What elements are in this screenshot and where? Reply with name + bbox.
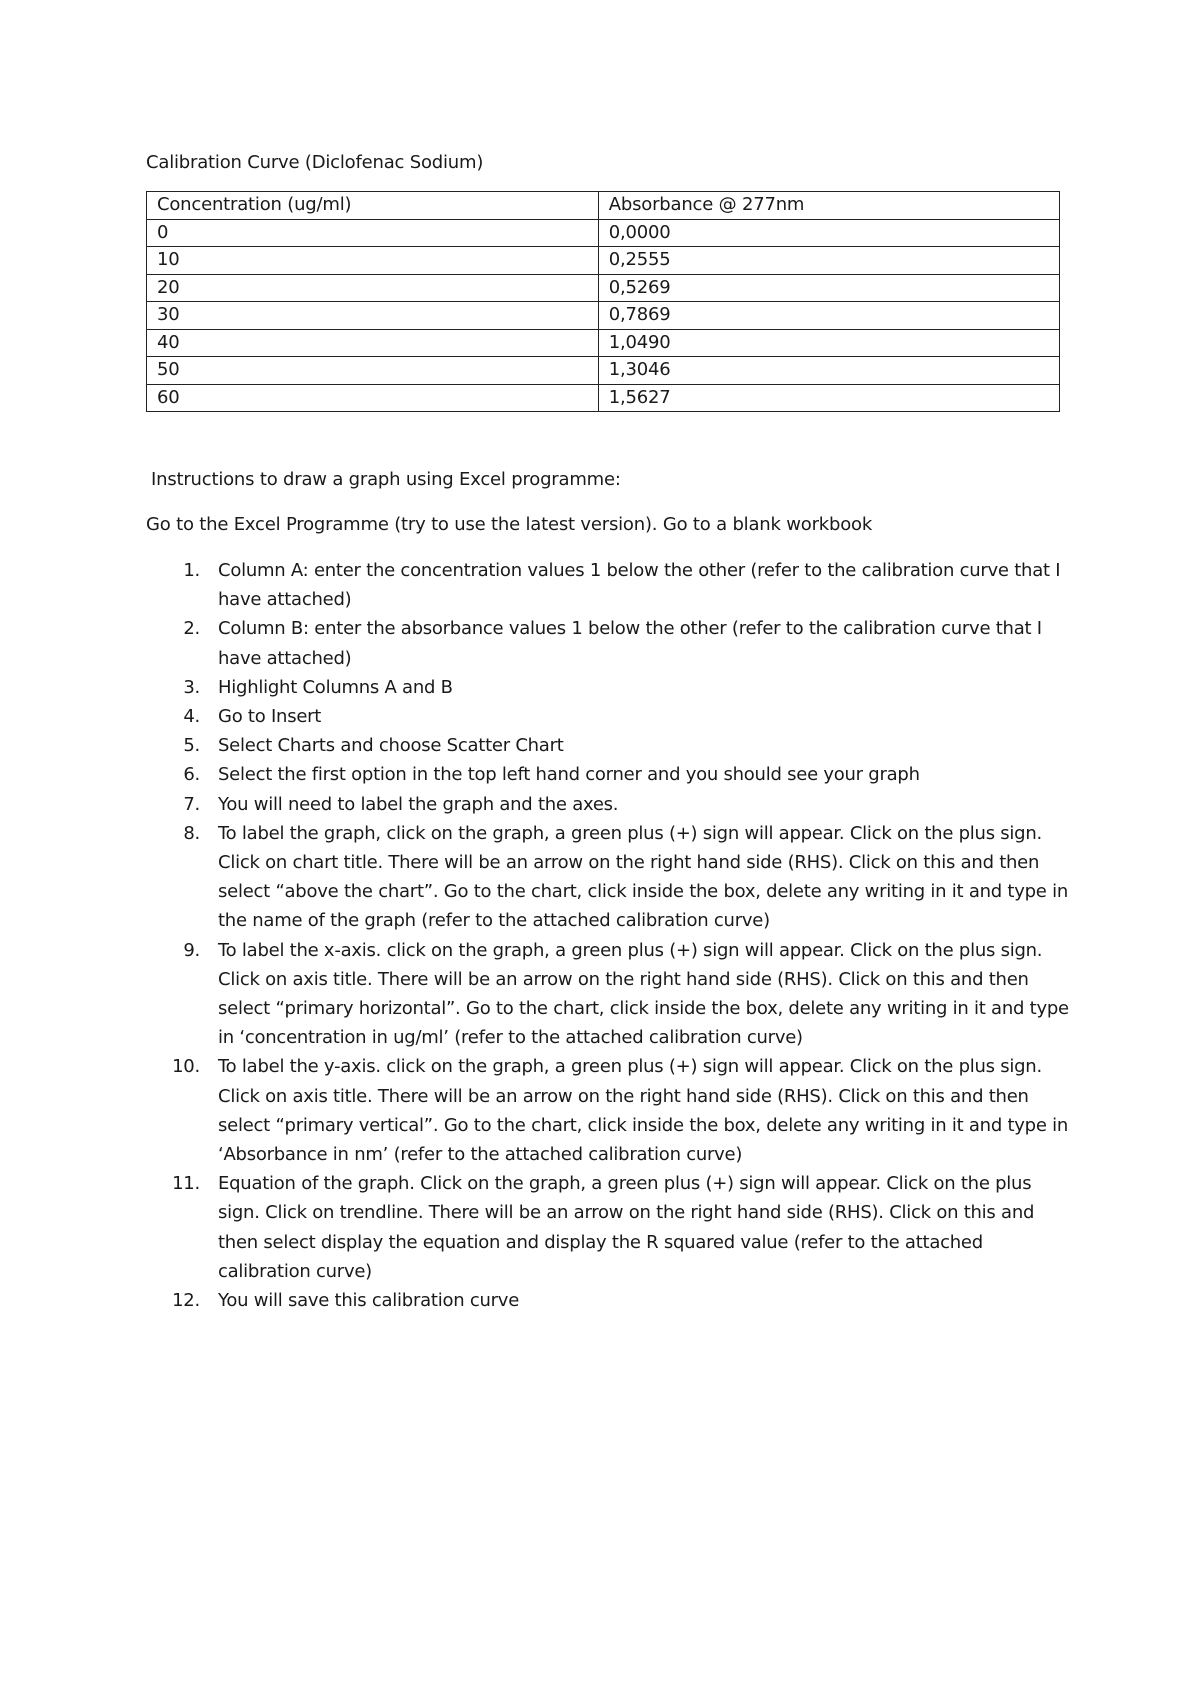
instruction-list (146, 556, 1076, 1315)
list-number: 8. (183, 822, 200, 844)
table-row (147, 247, 1060, 275)
table-row (147, 329, 1060, 357)
table-row (147, 302, 1060, 330)
table-cell-absorbance: 1,0490 (598, 329, 1059, 357)
list-item-text: To label the y-axis. click on the graph, a green plus (+) sign will appear. Click on the plus sign. Click on axis title. There will be an arrow on the right hand side (RHS). Click on this and then select “primary vertical”. Go to the chart, click inside the box, delete any writing in it and type in ‘Absorbance in nm’ (refer to the attached calibration curve) (218, 1056, 1069, 1166)
list-item (146, 760, 1076, 789)
list-item (146, 1052, 1076, 1169)
list-item (146, 1286, 1076, 1315)
list-item-text: Equation of the graph. Click on the graph, a green plus (+) sign will appear. Click on the plus sign. Click on trendline. There will be an arrow on the right hand side (RHS). Click on this and then select display the equation and display the R squared value (refer to the attached calibration curve) (218, 1173, 1035, 1282)
intro-paragraph: Go to the Excel Programme (try to use the latest version). Go to a blank workbook (146, 514, 873, 535)
list-item-text: Highlight Columns A and B (218, 676, 453, 698)
table-cell-absorbance: 0,2555 (598, 247, 1059, 275)
list-number: 9. (183, 939, 200, 961)
table-cell-absorbance: 1,3046 (598, 357, 1059, 385)
table-header-row (147, 192, 1060, 220)
table-cell-absorbance: 0,0000 (598, 219, 1059, 247)
table-cell-absorbance: 0,5269 (598, 274, 1059, 302)
list-item (146, 819, 1076, 936)
table-row (147, 357, 1060, 385)
table-cell-concentration: 30 (147, 302, 599, 330)
calibration-table (146, 191, 1060, 412)
table-cell-absorbance: 1,5627 (598, 384, 1059, 412)
table-row (147, 274, 1060, 302)
table-header-cell: Absorbance @ 277nm (598, 192, 1059, 220)
list-number: 1. (183, 560, 200, 581)
table-row (147, 219, 1060, 247)
list-item (146, 790, 1076, 819)
instructions-heading: Instructions to draw a graph using Excel programme: (151, 469, 621, 490)
list-item-text: To label the graph, click on the graph, a green plus (+) sign will appear. Click on the plus sign. Click on chart title. There will be an arrow on the right hand side (RHS). Click on this and then select “above the chart”. Go to the chart, click inside the box, delete any writing in it and type in the name of the graph (refer to the attached calibration curve) (218, 822, 1068, 932)
list-item-text: You will save this calibration curve (218, 1290, 520, 1312)
list-number: 4. (183, 706, 200, 728)
list-number: 6. (183, 764, 200, 786)
list-item-text: You will need to label the graph and the axes. (218, 793, 619, 815)
list-item-text: Column B: enter the absorbance values 1 below the other (refer to the calibration curve that I have attached) (218, 618, 1042, 669)
list-item-text: Select Charts and choose Scatter Chart (218, 735, 564, 757)
table-cell-concentration: 50 (147, 357, 599, 385)
list-number: 7. (183, 793, 200, 815)
table-cell-concentration: 20 (147, 274, 599, 302)
list-item (146, 936, 1076, 1053)
list-item-text: Select the first option in the top left hand corner and you should see your graph (218, 764, 920, 786)
list-item-text: To label the x-axis. click on the graph, a green plus (+) sign will appear. Click on the plus sign. Click on axis title. There will be an arrow on the right hand side (RHS). Click on this and then select “primary horizontal”. Go to the chart, click inside the box, delete any writing in it and type in ‘concentration in ug/ml’ (refer to the attached calibration curve) (218, 939, 1069, 1049)
list-number: 5. (183, 735, 200, 757)
list-number: 12. (172, 1290, 200, 1312)
table-cell-concentration: 60 (147, 384, 599, 412)
table-cell-concentration: 10 (147, 247, 599, 275)
list-number: 11. (172, 1173, 200, 1195)
table-header-cell: Concentration (ug/ml) (147, 192, 599, 220)
document-title: Calibration Curve (Diclofenac Sodium) (146, 152, 484, 173)
list-item (146, 614, 1076, 672)
list-item-text: Go to Insert (218, 706, 322, 728)
list-number: 2. (183, 618, 200, 640)
table-cell-concentration: 0 (147, 219, 599, 247)
list-number: 10. (172, 1056, 200, 1078)
list-item (146, 731, 1076, 760)
list-item (146, 702, 1076, 731)
list-number: 3. (183, 676, 200, 698)
list-item (146, 556, 1076, 614)
table-cell-concentration: 40 (147, 329, 599, 357)
table-row (147, 384, 1060, 412)
list-item-text: Column A: enter the concentration values 1 below the other (refer to the calibration curve that I have attached) (218, 560, 1061, 611)
table-cell-absorbance: 0,7869 (598, 302, 1059, 330)
list-item (146, 1169, 1076, 1286)
list-item (146, 673, 1076, 702)
